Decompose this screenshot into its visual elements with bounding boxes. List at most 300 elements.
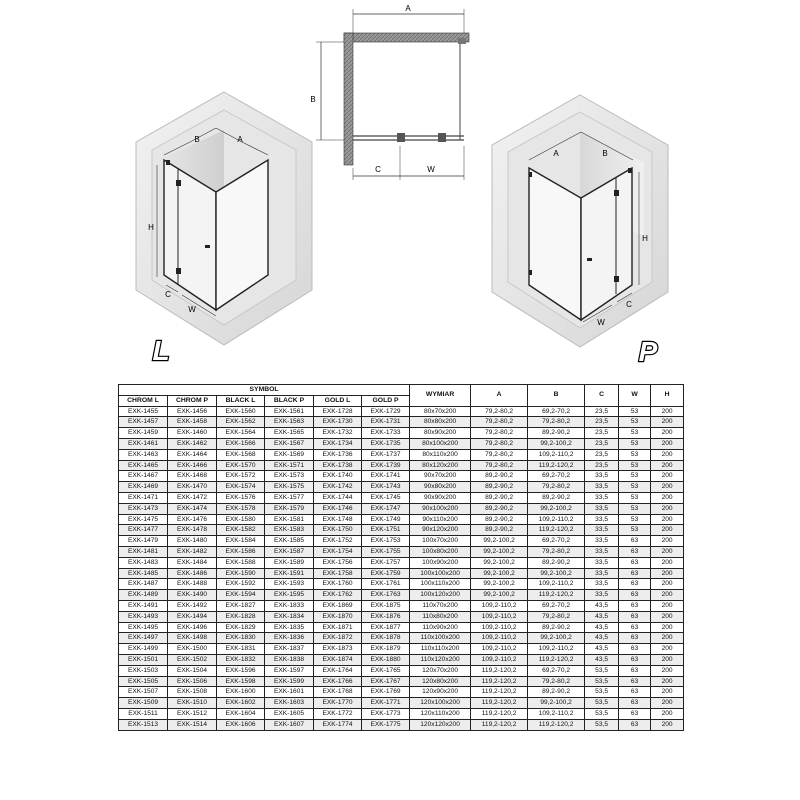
table-row [119, 503, 684, 514]
header-c: C [585, 385, 619, 407]
table-cell: EXK-1870 [314, 611, 362, 622]
table-cell: 200 [651, 536, 684, 547]
table-cell: EXK-1514 [168, 719, 217, 730]
table-cell: EXK-1478 [168, 525, 217, 536]
table-cell: EXK-1606 [217, 719, 265, 730]
table-cell: EXK-1468 [168, 471, 217, 482]
table-cell: EXK-1505 [119, 676, 168, 687]
table-cell: 109,2-110,2 [471, 622, 528, 633]
table-cell: 53 [619, 428, 651, 439]
table-cell: EXK-1597 [265, 665, 314, 676]
table-cell: 90x100x200 [410, 503, 471, 514]
table-cell: 90x80x200 [410, 482, 471, 493]
left-dim-h: H [148, 223, 154, 232]
table-cell: 43,5 [585, 654, 619, 665]
table-cell: EXK-1757 [362, 557, 410, 568]
table-cell: 99,2-100,2 [528, 568, 585, 579]
table-cell: 53 [619, 438, 651, 449]
table-cell: EXK-1735 [362, 438, 410, 449]
table-cell: EXK-1729 [362, 406, 410, 417]
table-cell: 53 [619, 525, 651, 536]
table-cell: EXK-1828 [217, 611, 265, 622]
table-cell: 90x90x200 [410, 492, 471, 503]
table-cell: 80x90x200 [410, 428, 471, 439]
table-cell: 80x120x200 [410, 460, 471, 471]
table-cell: 63 [619, 546, 651, 557]
table-row [119, 644, 684, 655]
table-cell: EXK-1829 [217, 622, 265, 633]
table-cell: 119,2-120,2 [528, 590, 585, 601]
plan-dim-c: C [375, 165, 381, 174]
table-cell: 110x100x200 [410, 633, 471, 644]
table-row [119, 482, 684, 493]
table-cell: 63 [619, 611, 651, 622]
table-cell: 89,2-90,2 [471, 492, 528, 503]
table-cell: EXK-1587 [265, 546, 314, 557]
table-cell: 200 [651, 633, 684, 644]
table-cell: 63 [619, 719, 651, 730]
header-h: H [651, 385, 684, 407]
table-cell: 63 [619, 633, 651, 644]
table-cell: EXK-1595 [265, 590, 314, 601]
table-cell: EXK-1742 [314, 482, 362, 493]
table-cell: EXK-1874 [314, 654, 362, 665]
header-w: W [619, 385, 651, 407]
table-cell: EXK-1465 [119, 460, 168, 471]
table-cell: 43,5 [585, 611, 619, 622]
table-cell: EXK-1596 [217, 665, 265, 676]
table-row [119, 590, 684, 601]
table-cell: 33,5 [585, 525, 619, 536]
table-cell: 100x120x200 [410, 590, 471, 601]
table-cell: EXK-1833 [265, 600, 314, 611]
table-cell: 53,5 [585, 676, 619, 687]
table-cell: EXK-1494 [168, 611, 217, 622]
table-cell: EXK-1580 [217, 514, 265, 525]
table-cell: 109,2-110,2 [471, 644, 528, 655]
table-cell: EXK-1772 [314, 708, 362, 719]
table-cell: EXK-1496 [168, 622, 217, 633]
table-cell: 69,2-70,2 [528, 406, 585, 417]
table-cell: EXK-1762 [314, 590, 362, 601]
header-wymiar: WYMIAR [410, 385, 471, 407]
table-cell: EXK-1567 [265, 438, 314, 449]
table-cell: EXK-1457 [119, 417, 168, 428]
table-cell: 63 [619, 536, 651, 547]
table-cell: 33,5 [585, 579, 619, 590]
table-cell: EXK-1563 [265, 417, 314, 428]
table-cell: 23,5 [585, 460, 619, 471]
table-cell: 110x90x200 [410, 622, 471, 633]
plan-dim-a: A [405, 4, 411, 13]
table-cell: EXK-1463 [119, 449, 168, 460]
table-cell: 53 [619, 482, 651, 493]
right-enclosure-drawing [492, 95, 668, 347]
table-cell: EXK-1737 [362, 449, 410, 460]
table-cell: EXK-1575 [265, 482, 314, 493]
table-cell: 200 [651, 492, 684, 503]
table-cell: 200 [651, 525, 684, 536]
table-cell: 100x70x200 [410, 536, 471, 547]
table-cell: EXK-1572 [217, 471, 265, 482]
table-cell: EXK-1461 [119, 438, 168, 449]
right-dim-h: H [642, 234, 648, 243]
table-cell: 33,5 [585, 482, 619, 493]
table-cell: EXK-1481 [119, 546, 168, 557]
table-cell: EXK-1456 [168, 406, 217, 417]
table-cell: EXK-1506 [168, 676, 217, 687]
table-cell: EXK-1831 [217, 644, 265, 655]
table-cell: EXK-1486 [168, 568, 217, 579]
table-cell: 33,5 [585, 546, 619, 557]
table-cell: EXK-1769 [362, 687, 410, 698]
table-cell: EXK-1455 [119, 406, 168, 417]
table-row [119, 665, 684, 676]
table-cell: EXK-1583 [265, 525, 314, 536]
table-cell: 33,5 [585, 568, 619, 579]
table-cell: EXK-1837 [265, 644, 314, 655]
table-cell: EXK-1743 [362, 482, 410, 493]
table-cell: EXK-1752 [314, 536, 362, 547]
table-cell: EXK-1467 [119, 471, 168, 482]
table-cell: 69,2-70,2 [528, 471, 585, 482]
table-cell: 23,5 [585, 406, 619, 417]
table-cell: EXK-1471 [119, 492, 168, 503]
table-cell: EXK-1875 [362, 600, 410, 611]
table-cell: EXK-1590 [217, 568, 265, 579]
table-cell: EXK-1879 [362, 644, 410, 655]
table-cell: EXK-1586 [217, 546, 265, 557]
header-gold-l: GOLD L [314, 395, 362, 406]
table-cell: 79,2-80,2 [471, 449, 528, 460]
table-cell: EXK-1878 [362, 633, 410, 644]
header-b: B [528, 385, 585, 407]
table-cell: 99,2-100,2 [471, 546, 528, 557]
table-cell: 79,2-80,2 [528, 676, 585, 687]
table-row [119, 633, 684, 644]
table-row [119, 406, 684, 417]
table-cell: EXK-1460 [168, 428, 217, 439]
table-cell: 79,2-80,2 [528, 417, 585, 428]
table-cell: EXK-1733 [362, 428, 410, 439]
table-cell: 69,2-70,2 [528, 600, 585, 611]
table-cell: 200 [651, 600, 684, 611]
table-cell: 119,2-120,2 [528, 525, 585, 536]
table-cell: EXK-1599 [265, 676, 314, 687]
left-dim-w: W [188, 305, 196, 314]
table-cell: EXK-1565 [265, 428, 314, 439]
table-cell: EXK-1745 [362, 492, 410, 503]
table-cell: EXK-1739 [362, 460, 410, 471]
table-cell: EXK-1562 [217, 417, 265, 428]
table-cell: 63 [619, 557, 651, 568]
table-cell: EXK-1602 [217, 698, 265, 709]
table-row [119, 600, 684, 611]
table-cell: EXK-1774 [314, 719, 362, 730]
table-cell: 200 [651, 698, 684, 709]
table-cell: 200 [651, 417, 684, 428]
table-cell: EXK-1482 [168, 546, 217, 557]
table-cell: 53,5 [585, 665, 619, 676]
table-cell: 200 [651, 406, 684, 417]
left-variant-badge [150, 335, 172, 366]
table-cell: 120x90x200 [410, 687, 471, 698]
table-cell: 63 [619, 600, 651, 611]
table-cell: EXK-1603 [265, 698, 314, 709]
table-cell: 53 [619, 503, 651, 514]
table-cell: 100x90x200 [410, 557, 471, 568]
table-cell: 53 [619, 406, 651, 417]
table-cell: 63 [619, 698, 651, 709]
table-cell: EXK-1759 [362, 568, 410, 579]
table-cell: 79,2-80,2 [528, 546, 585, 557]
table-cell: EXK-1834 [265, 611, 314, 622]
table-cell: 119,2-120,2 [528, 460, 585, 471]
table-cell: EXK-1510 [168, 698, 217, 709]
table-cell: EXK-1734 [314, 438, 362, 449]
table-cell: EXK-1477 [119, 525, 168, 536]
specification-table [118, 384, 684, 731]
table-cell: EXK-1578 [217, 503, 265, 514]
table-cell: 63 [619, 644, 651, 655]
table-cell: EXK-1573 [265, 471, 314, 482]
table-row [119, 719, 684, 730]
table-cell: 79,2-80,2 [528, 482, 585, 493]
table-row [119, 514, 684, 525]
table-cell: 200 [651, 708, 684, 719]
table-cell: EXK-1462 [168, 438, 217, 449]
table-cell: 63 [619, 676, 651, 687]
table-cell: 43,5 [585, 633, 619, 644]
table-cell: EXK-1502 [168, 654, 217, 665]
table-row [119, 611, 684, 622]
table-cell: EXK-1459 [119, 428, 168, 439]
table-cell: EXK-1767 [362, 676, 410, 687]
table-cell: EXK-1458 [168, 417, 217, 428]
table-row [119, 676, 684, 687]
table-cell: 99,2-100,2 [528, 438, 585, 449]
table-cell: EXK-1835 [265, 622, 314, 633]
table-cell: EXK-1485 [119, 568, 168, 579]
table-cell: 90x120x200 [410, 525, 471, 536]
table-cell: EXK-1571 [265, 460, 314, 471]
table-cell: EXK-1744 [314, 492, 362, 503]
table-row [119, 471, 684, 482]
table-cell: 53 [619, 460, 651, 471]
table-cell: 99,2-100,2 [471, 579, 528, 590]
table-cell: EXK-1872 [314, 633, 362, 644]
table-cell: 23,5 [585, 428, 619, 439]
table-cell: 200 [651, 644, 684, 655]
table-cell: EXK-1487 [119, 579, 168, 590]
right-dim-c: C [626, 300, 632, 309]
table-cell: 79,2-80,2 [528, 611, 585, 622]
table-cell: EXK-1577 [265, 492, 314, 503]
table-cell: 120x110x200 [410, 708, 471, 719]
table-cell: EXK-1585 [265, 536, 314, 547]
table-cell: EXK-1466 [168, 460, 217, 471]
table-cell: EXK-1773 [362, 708, 410, 719]
table-cell: EXK-1509 [119, 698, 168, 709]
table-cell: 43,5 [585, 600, 619, 611]
table-cell: 200 [651, 611, 684, 622]
table-cell: 53,5 [585, 698, 619, 709]
left-dim-a: A [237, 135, 243, 144]
table-cell: EXK-1751 [362, 525, 410, 536]
table-row [119, 546, 684, 557]
table-cell: EXK-1764 [314, 665, 362, 676]
table-cell: 99,2-100,2 [471, 557, 528, 568]
table-cell: EXK-1830 [217, 633, 265, 644]
table-cell: 109,2-110,2 [528, 449, 585, 460]
plan-wall-top [344, 33, 469, 42]
table-cell: 89,2-90,2 [471, 503, 528, 514]
table-cell: 79,2-80,2 [471, 417, 528, 428]
table-cell: 23,5 [585, 417, 619, 428]
table-cell: 80x110x200 [410, 449, 471, 460]
table-cell: 110x70x200 [410, 600, 471, 611]
table-cell: 119,2-120,2 [471, 708, 528, 719]
table-cell: 89,2-90,2 [471, 514, 528, 525]
table-cell: EXK-1771 [362, 698, 410, 709]
table-cell: 53 [619, 449, 651, 460]
header-a: A [471, 385, 528, 407]
table-cell: EXK-1582 [217, 525, 265, 536]
table-cell: EXK-1581 [265, 514, 314, 525]
table-row [119, 568, 684, 579]
table-cell: 33,5 [585, 471, 619, 482]
table-cell: EXK-1507 [119, 687, 168, 698]
table-cell: EXK-1492 [168, 600, 217, 611]
table-cell: 33,5 [585, 503, 619, 514]
table-cell: 109,2-110,2 [528, 644, 585, 655]
table-cell: EXK-1594 [217, 590, 265, 601]
table-cell: 99,2-100,2 [528, 633, 585, 644]
table-cell: 33,5 [585, 536, 619, 547]
right-dim-w: W [597, 318, 605, 327]
table-cell: EXK-1730 [314, 417, 362, 428]
table-cell: EXK-1593 [265, 579, 314, 590]
table-row [119, 525, 684, 536]
table-cell: 33,5 [585, 557, 619, 568]
table-cell: EXK-1601 [265, 687, 314, 698]
table-cell: EXK-1472 [168, 492, 217, 503]
table-row [119, 579, 684, 590]
table-row [119, 417, 684, 428]
table-cell: EXK-1464 [168, 449, 217, 460]
table-cell: EXK-1747 [362, 503, 410, 514]
table-cell: EXK-1569 [265, 449, 314, 460]
table-cell: EXK-1600 [217, 687, 265, 698]
table-cell: 80x80x200 [410, 417, 471, 428]
table-cell: 200 [651, 428, 684, 439]
table-cell: EXK-1499 [119, 644, 168, 655]
table-cell: 69,2-70,2 [528, 536, 585, 547]
table-cell: EXK-1775 [362, 719, 410, 730]
table-cell: EXK-1728 [314, 406, 362, 417]
table-row [119, 687, 684, 698]
table-cell: EXK-1470 [168, 482, 217, 493]
plan-view [310, 4, 469, 180]
table-cell: 53 [619, 514, 651, 525]
table-cell: 33,5 [585, 590, 619, 601]
table-cell: EXK-1756 [314, 557, 362, 568]
table-cell: 100x110x200 [410, 579, 471, 590]
table-cell: 90x110x200 [410, 514, 471, 525]
table-cell: 200 [651, 676, 684, 687]
table-cell: 99,2-100,2 [471, 590, 528, 601]
table-cell: EXK-1500 [168, 644, 217, 655]
table-cell: EXK-1758 [314, 568, 362, 579]
table-cell: 69,2-70,2 [528, 665, 585, 676]
table-cell: 100x80x200 [410, 546, 471, 557]
table-cell: 79,2-80,2 [471, 406, 528, 417]
table-cell: EXK-1761 [362, 579, 410, 590]
table-cell: 89,2-90,2 [528, 492, 585, 503]
table-cell: EXK-1732 [314, 428, 362, 439]
left-variant-letter: L [152, 335, 170, 366]
table-cell: 119,2-120,2 [471, 719, 528, 730]
table-cell: EXK-1869 [314, 600, 362, 611]
table-cell: EXK-1766 [314, 676, 362, 687]
table-cell: 110x120x200 [410, 654, 471, 665]
table-cell: EXK-1511 [119, 708, 168, 719]
table-cell: EXK-1480 [168, 536, 217, 547]
table-cell: EXK-1475 [119, 514, 168, 525]
table-cell: 89,2-90,2 [471, 471, 528, 482]
table-cell: 99,2-100,2 [471, 536, 528, 547]
table-cell: 23,5 [585, 449, 619, 460]
table-cell: 119,2-120,2 [471, 698, 528, 709]
table-cell: 43,5 [585, 644, 619, 655]
table-row [119, 654, 684, 665]
table-cell: EXK-1574 [217, 482, 265, 493]
table-cell: 79,2-80,2 [471, 460, 528, 471]
table-cell: EXK-1827 [217, 600, 265, 611]
table-cell: EXK-1755 [362, 546, 410, 557]
plan-dim-b: B [310, 95, 316, 104]
table-cell: EXK-1871 [314, 622, 362, 633]
table-cell: 89,2-90,2 [528, 557, 585, 568]
table-cell: EXK-1765 [362, 665, 410, 676]
table-cell: EXK-1753 [362, 536, 410, 547]
table-cell: EXK-1877 [362, 622, 410, 633]
table-cell: 120x70x200 [410, 665, 471, 676]
table-cell: 200 [651, 438, 684, 449]
table-cell: 63 [619, 579, 651, 590]
table-cell: 109,2-110,2 [471, 633, 528, 644]
table-cell: EXK-1736 [314, 449, 362, 460]
table-cell: 63 [619, 622, 651, 633]
table-cell: 119,2-120,2 [471, 665, 528, 676]
table-cell: EXK-1748 [314, 514, 362, 525]
table-cell: EXK-1490 [168, 590, 217, 601]
table-cell: EXK-1738 [314, 460, 362, 471]
table-cell: 200 [651, 557, 684, 568]
left-dim-b: B [194, 135, 200, 144]
table-cell: EXK-1598 [217, 676, 265, 687]
table-cell: EXK-1873 [314, 644, 362, 655]
table-cell: 23,5 [585, 438, 619, 449]
table-cell: EXK-1564 [217, 428, 265, 439]
table-cell: 33,5 [585, 492, 619, 503]
table-cell: EXK-1579 [265, 503, 314, 514]
table-row [119, 622, 684, 633]
table-cell: 63 [619, 687, 651, 698]
right-variant-badge [636, 336, 660, 367]
table-cell: 200 [651, 568, 684, 579]
symbol-header: SYMBOL [119, 385, 410, 396]
